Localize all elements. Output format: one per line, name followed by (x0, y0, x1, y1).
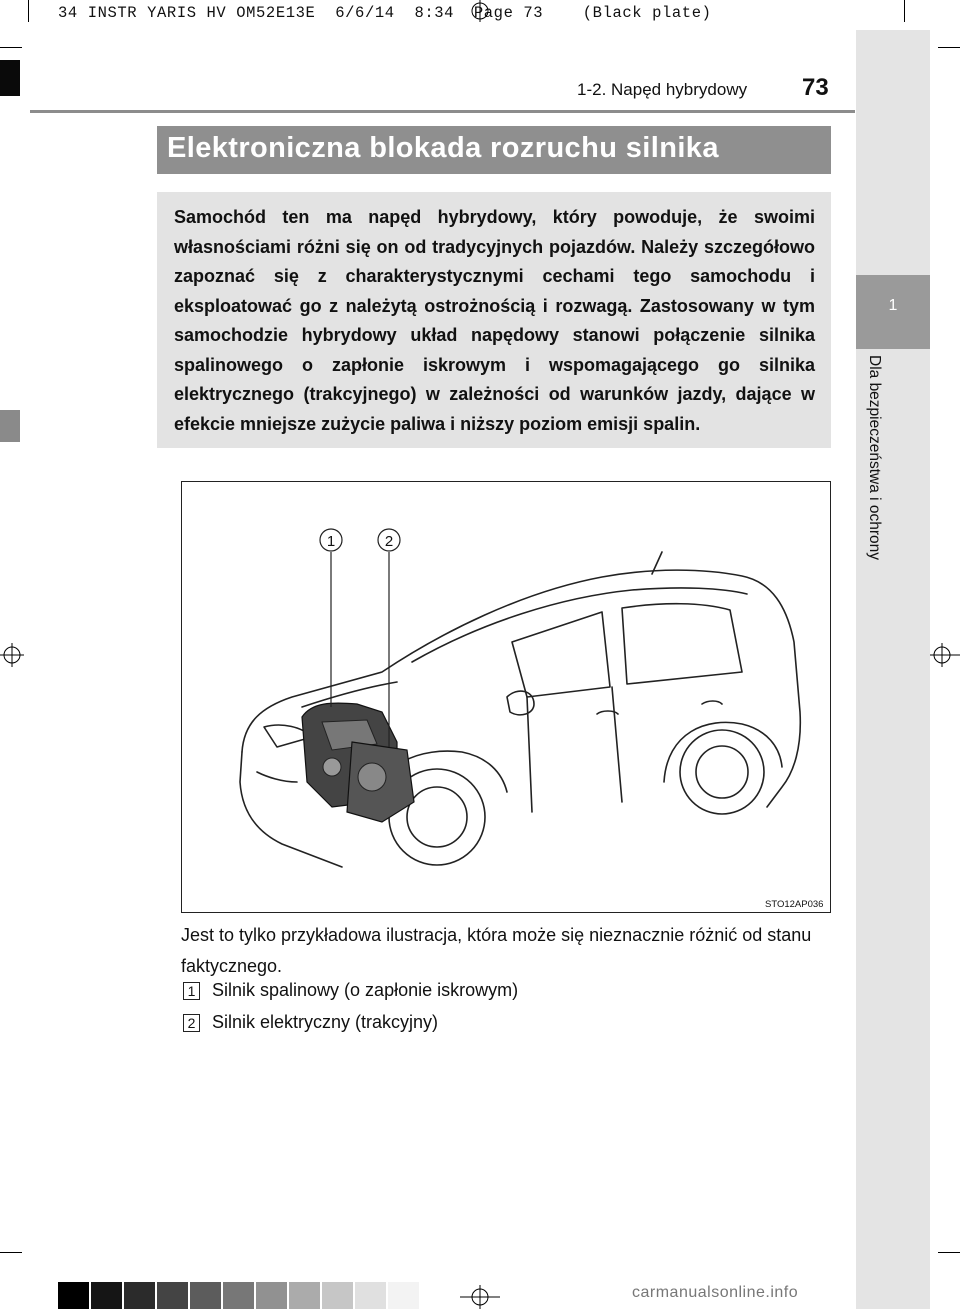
car-illustration (181, 481, 831, 913)
margin-tab-grey (0, 410, 20, 442)
legend-number: 1 (183, 982, 200, 1000)
print-slug: 34 INSTR YARIS HV OM52E13E 6/6/14 8:34 Page 73 (Black plate) (58, 4, 712, 22)
calibration-swatch (355, 1282, 386, 1309)
intro-paragraph: Samochód ten ma napęd hybrydowy, który powoduje, że swoimi własnościami różni się on od tradycyjnych pojazdów. Należy szczegółowo zapoznać się z charakterystycznymi cechami tego samochodu i eksploatować go z należytą ostrożnością i rozwagą. Zastosowany w tym samochodzie hybrydowy układ napędowy stanowi połączenie silnika spalinowego o zapłonie iskrowym i wspomagającego go silnika elektrycznego (trakcyjnego) w zależności od warunków jazdy, dające w efekcie mniejsze zużycie paliwa i niższy poziom emisji spalin. (174, 207, 815, 434)
calibration-swatch (289, 1282, 320, 1309)
section-header: 1-2. Napęd hybrydowy (577, 80, 748, 99)
crop-mark (904, 0, 905, 22)
calibration-swatch (58, 1282, 89, 1309)
calibration-swatch (322, 1282, 353, 1309)
calibration-swatch (190, 1282, 221, 1309)
registration-mark (458, 1282, 502, 1309)
figure-code: STO12AP036 (765, 899, 824, 910)
chapter-number: 1 (888, 297, 898, 314)
calibration-swatch (388, 1282, 419, 1309)
crop-mark (0, 1252, 22, 1253)
page-number: 73 (802, 74, 829, 101)
crop-mark (938, 1252, 960, 1253)
car-drawing (182, 482, 830, 912)
page-title: Elektroniczna blokada rozruchu silnika (167, 132, 719, 164)
legend-item-1 (183, 980, 518, 1006)
calibration-swatch (223, 1282, 254, 1309)
registration-mark (467, 0, 493, 22)
calibration-swatch (157, 1282, 188, 1309)
registration-mark (0, 640, 24, 670)
chapter-label: Dla bezpieczeństwa i ochrony (866, 355, 883, 561)
legend-text: Silnik spalinowy (o zapłonie iskrowym) (212, 980, 519, 1000)
calibration-swatch (91, 1282, 122, 1309)
crop-mark (938, 47, 960, 48)
watermark: carmanualsonline.info (632, 1284, 799, 1301)
header-rule (30, 110, 855, 113)
crop-mark (0, 47, 22, 48)
registration-mark (930, 640, 960, 670)
legend-text: Silnik elektryczny (trakcyjny) (212, 1012, 439, 1032)
crop-mark (28, 0, 29, 22)
figure-caption: Jest to tylko przykładowa ilustracja, która może się nieznacznie różnić od stanu faktycznego. (181, 925, 812, 976)
callout-1-label: 1 (326, 533, 336, 550)
engine-drawing (302, 703, 414, 822)
side-chapter-strip (856, 30, 930, 1309)
legend-number: 2 (183, 1014, 200, 1032)
callout-2-label: 2 (384, 533, 394, 550)
legend-item-2 (183, 1012, 438, 1038)
margin-tab-black (0, 60, 20, 96)
calibration-swatch (124, 1282, 155, 1309)
calibration-swatch (256, 1282, 287, 1309)
